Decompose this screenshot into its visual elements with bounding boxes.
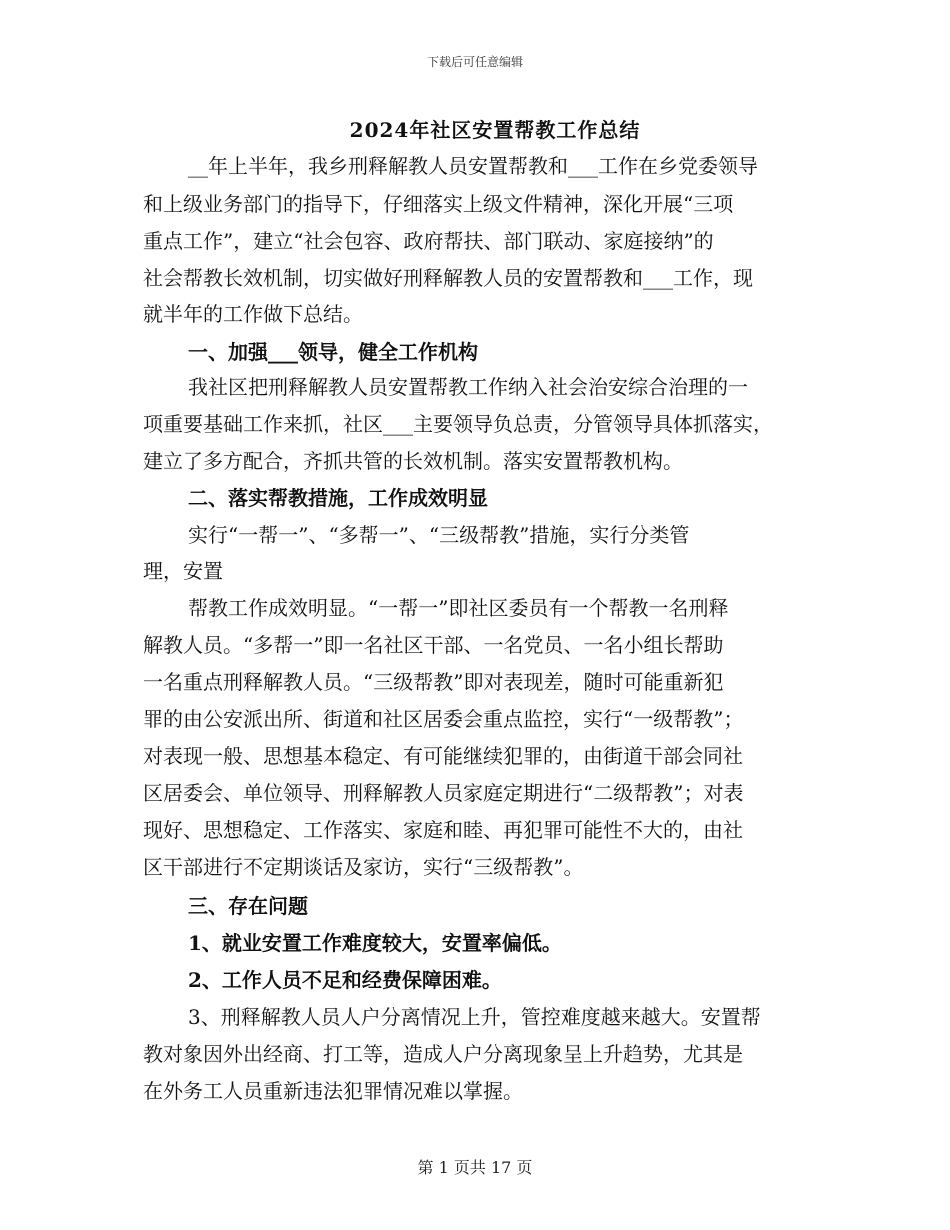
section2-para2-line-1: 帮教工作成效明显。“一帮一”即社区委员有一个帮教一名刑释 xyxy=(188,596,729,620)
section2-para2-line-5: 对表现一般、思想基本稳定、有可能继续犯罪的，由街道干部会同社 xyxy=(143,744,743,768)
section1-heading: 一、加强___领导，健全工作机构 xyxy=(188,340,478,364)
intro-line-3: 重点工作”，建立“社会包容、政府帮扶、部门联动、家庭接纳”的 xyxy=(143,229,714,253)
section1-line-1: 我社区把刑释解教人员安置帮教工作纳入社会治安综合治理的一 xyxy=(188,375,748,399)
section1-line-2: 项重要基础工作来抓，社区___主要领导负总责，分管领导具体抓落实， xyxy=(143,412,773,436)
document-title: 2024年社区安置帮教工作总结 xyxy=(349,118,641,142)
intro-line-1: __年上半年，我乡刑释解教人员安置帮教和___工作在乡党委领导 xyxy=(188,154,758,178)
section3-item-2: 2、工作人员不足和经费保障困难。 xyxy=(188,968,502,992)
section2-heading: 二、落实帮教措施，工作成效明显 xyxy=(188,486,488,510)
section2-para2-line-2: 解教人员。“多帮一”即一名社区干部、一名党员、一名小组长帮助 xyxy=(143,633,724,657)
header-note: 下载后可任意编辑 xyxy=(426,55,523,69)
section3-item-3-line-2: 教对象因外出经商、打工等，造成人户分离现象呈上升趋势，尤其是 xyxy=(143,1042,743,1066)
intro-line-5: 就半年的工作做下总结。 xyxy=(143,302,363,326)
section2-para2-line-4: 罪的由公安派出所、街道和社区居委会重点监控，实行“一级帮教”； xyxy=(143,707,744,731)
section2-para2-line-7: 现好、思想稳定、工作落实、家庭和睦、再犯罪可能性不大的，由社 xyxy=(143,818,743,842)
section2-para2-line-8: 区干部进行不定期谈话及家访，实行“三级帮教”。 xyxy=(143,855,584,879)
section3-item-1: 1、就业安置工作难度较大，安置率偏低。 xyxy=(188,931,562,955)
section2-para2-line-6: 区居委会、单位领导、刑释解教人员家庭定期进行“二级帮教”；对表 xyxy=(143,781,744,805)
intro-line-2: 和上级业务部门的指导下，仔细落实上级文件精神，深化开展“三项 xyxy=(143,192,734,216)
section1-line-3: 建立了多方配合，齐抓共管的长效机制。落实安置帮教机构。 xyxy=(143,449,683,473)
section3-item-3-line-3: 在外务工人员重新违法犯罪情况难以掌握。 xyxy=(143,1079,523,1103)
page-footer: 第 1 页共 17 页 xyxy=(417,1158,533,1177)
intro-line-4: 社会帮教长效机制，切实做好刑释解教人员的安置帮教和___工作，现 xyxy=(143,266,753,290)
section3-item-3-line-1: 3、刑释解教人员人户分离情况上升，管控难度越来越大。安置帮 xyxy=(188,1005,761,1029)
section2-para2-line-3: 一名重点刑释解教人员。“三级帮教”即对表现差，随时可能重新犯 xyxy=(143,670,724,694)
section2-para1-line-1: 实行“一帮一”、“多帮一”、“三级帮教”措施，实行分类管 xyxy=(188,523,690,547)
section2-para1-line-2: 理，安置 xyxy=(143,559,223,583)
section3-heading: 三、存在问题 xyxy=(188,894,308,918)
